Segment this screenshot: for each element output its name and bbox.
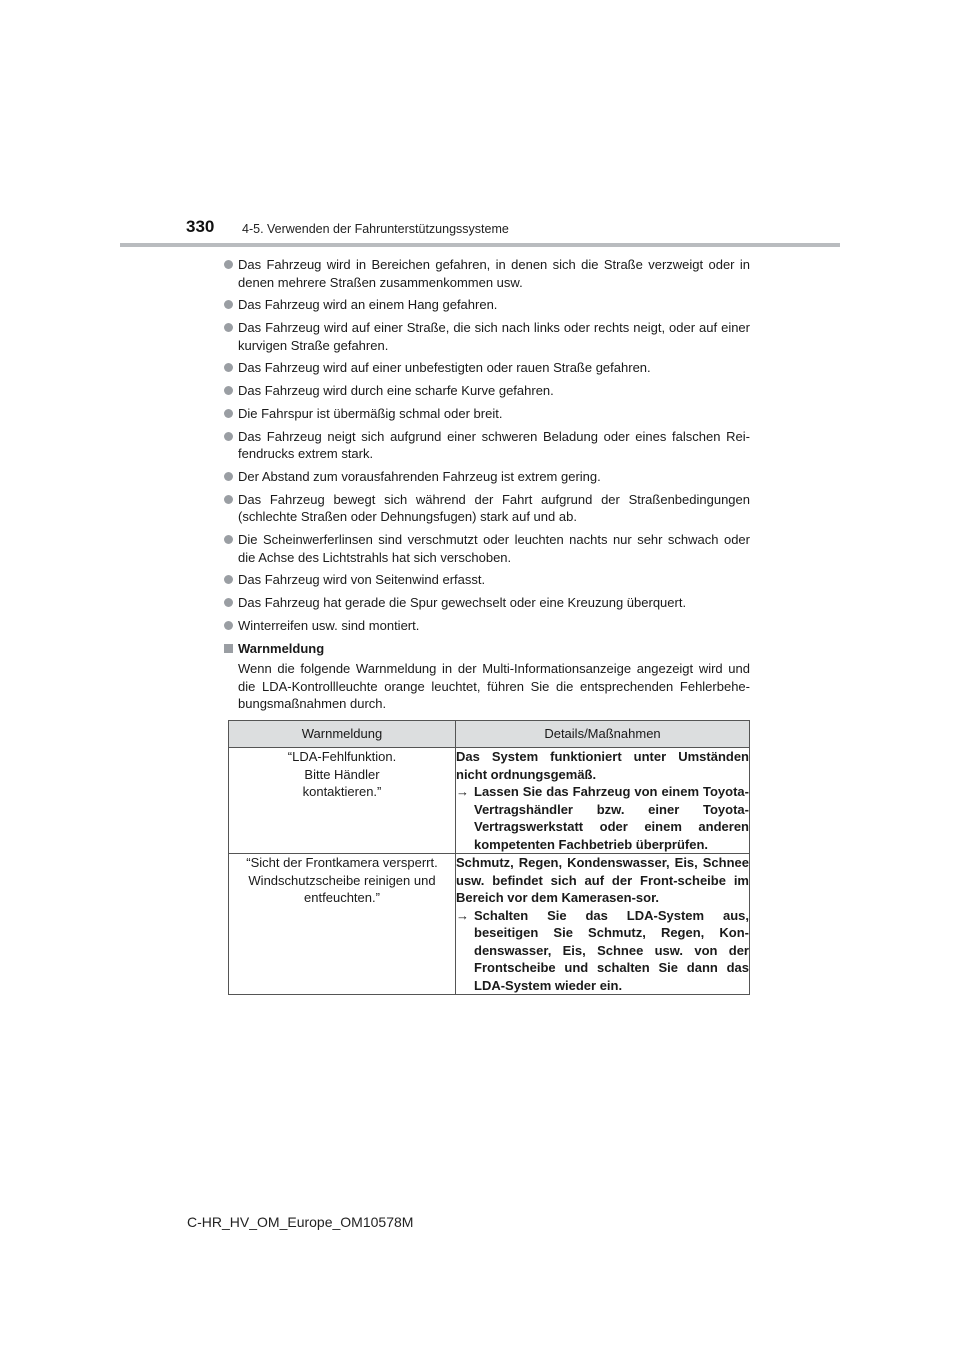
detail-text: Schmutz, Regen, Kondenswasser, Eis, Schnee usw. befindet sich auf der Front-scheibe im Bereich vor dem Kamerasen-sor. bbox=[456, 855, 749, 905]
main-content bbox=[224, 256, 750, 713]
bullet-icon bbox=[224, 535, 233, 544]
bullet-icon bbox=[224, 598, 233, 607]
action-item: → Lassen Sie das Fahrzeug von einem Toyota-Vertragshändler bzw. einer Toyota-Vertragswerkstatt oder einem anderen kompetenten Fachbetrieb überprüfen. bbox=[456, 784, 749, 852]
details-cell bbox=[456, 748, 750, 854]
warning-message-cell: “Sicht der Frontkamera versperrt. Windschutzscheibe reinigen und entfeuchten.” bbox=[229, 854, 456, 995]
list-item: Winterreifen usw. sind montiert. bbox=[224, 617, 750, 635]
warning-heading: Warnmeldung bbox=[224, 640, 750, 658]
bullet-icon bbox=[224, 495, 233, 504]
warning-message-cell: “LDA-Fehlfunktion. Bitte Händler kontaktieren.” bbox=[229, 748, 456, 854]
bullet-icon bbox=[224, 621, 233, 630]
square-bullet-icon bbox=[224, 644, 233, 653]
list-item: Das Fahrzeug neigt sich aufgrund einer schweren Beladung oder eines falschen Rei-fendrucks extrem stark. bbox=[224, 428, 750, 463]
details-cell bbox=[456, 854, 750, 995]
list-item: Das Fahrzeug wird von Seitenwind erfasst. bbox=[224, 571, 750, 589]
bullet-icon bbox=[224, 409, 233, 418]
list-item: Die Fahrspur ist übermäßig schmal oder breit. bbox=[224, 405, 750, 423]
bullet-icon bbox=[224, 300, 233, 309]
list-item: Der Abstand zum vorausfahrenden Fahrzeug ist extrem gering. bbox=[224, 468, 750, 486]
page-number: 330 bbox=[186, 217, 215, 236]
column-header-details: Details/Maßnahmen bbox=[456, 721, 750, 748]
list-item: Das Fahrzeug wird auf einer Straße, die sich nach links oder rechts neigt, oder auf einer kurvigen Straße gefahren. bbox=[224, 319, 750, 354]
bullet-icon bbox=[224, 363, 233, 372]
warning-table bbox=[228, 720, 750, 995]
list-item: Das Fahrzeug bewegt sich während der Fahrt aufgrund der Straßenbedingungen (schlechte Straßen oder Dehnungsfugen) stark auf und ab. bbox=[224, 491, 750, 526]
detail-text: Das System funktioniert unter Umständen nicht ordnungsgemäß. bbox=[456, 749, 749, 782]
table-row bbox=[229, 748, 750, 854]
condition-list bbox=[224, 256, 750, 635]
list-item: Die Scheinwerferlinsen sind verschmutzt oder leuchten nachts nur sehr schwach oder die Achse des Lichtstrahls hat sich verschoben. bbox=[224, 531, 750, 566]
list-item: Das Fahrzeug wird auf einer unbefestigten oder rauen Straße gefahren. bbox=[224, 359, 750, 377]
table-row bbox=[229, 854, 750, 995]
bullet-icon bbox=[224, 575, 233, 584]
header-divider bbox=[120, 243, 840, 247]
section-title: 4-5. Verwenden der Fahrunterstützungssysteme bbox=[242, 222, 509, 236]
table-header-row bbox=[229, 721, 750, 748]
bullet-icon bbox=[224, 472, 233, 481]
warning-intro: Wenn die folgende Warnmeldung in der Multi-Informationsanzeige angezeigt wird und die LDA-Kontrollleuchte orange leuchtet, führen Sie die entsprechenden Fehlerbehe-bungsmaßnahmen durch. bbox=[238, 661, 750, 712]
document-code: C-HR_HV_OM_Europe_OM10578M bbox=[187, 1214, 414, 1230]
arrow-right-icon: → bbox=[456, 907, 469, 923]
list-item: Das Fahrzeug wird an einem Hang gefahren. bbox=[224, 296, 750, 314]
bullet-icon bbox=[224, 386, 233, 395]
list-item: Das Fahrzeug wird durch eine scharfe Kurve gefahren. bbox=[224, 382, 750, 400]
bullet-icon bbox=[224, 323, 233, 332]
bullet-icon bbox=[224, 260, 233, 269]
column-header-message: Warnmeldung bbox=[229, 721, 456, 748]
list-item: Das Fahrzeug wird in Bereichen gefahren, in denen sich die Straße verzweigt oder in denen mehrere Straßen zusammenkommen usw. bbox=[224, 256, 750, 291]
list-item: Das Fahrzeug hat gerade die Spur gewechselt oder eine Kreuzung überquert. bbox=[224, 594, 750, 612]
action-item: → Schalten Sie das LDA-System aus, beseitigen Sie Schmutz, Regen, Kon-denswasser, Eis, Schnee usw. von der Frontscheibe und schalten Sie dann das LDA-System wieder ein. bbox=[456, 907, 749, 993]
bullet-icon bbox=[224, 432, 233, 441]
arrow-right-icon: → bbox=[456, 784, 469, 799]
